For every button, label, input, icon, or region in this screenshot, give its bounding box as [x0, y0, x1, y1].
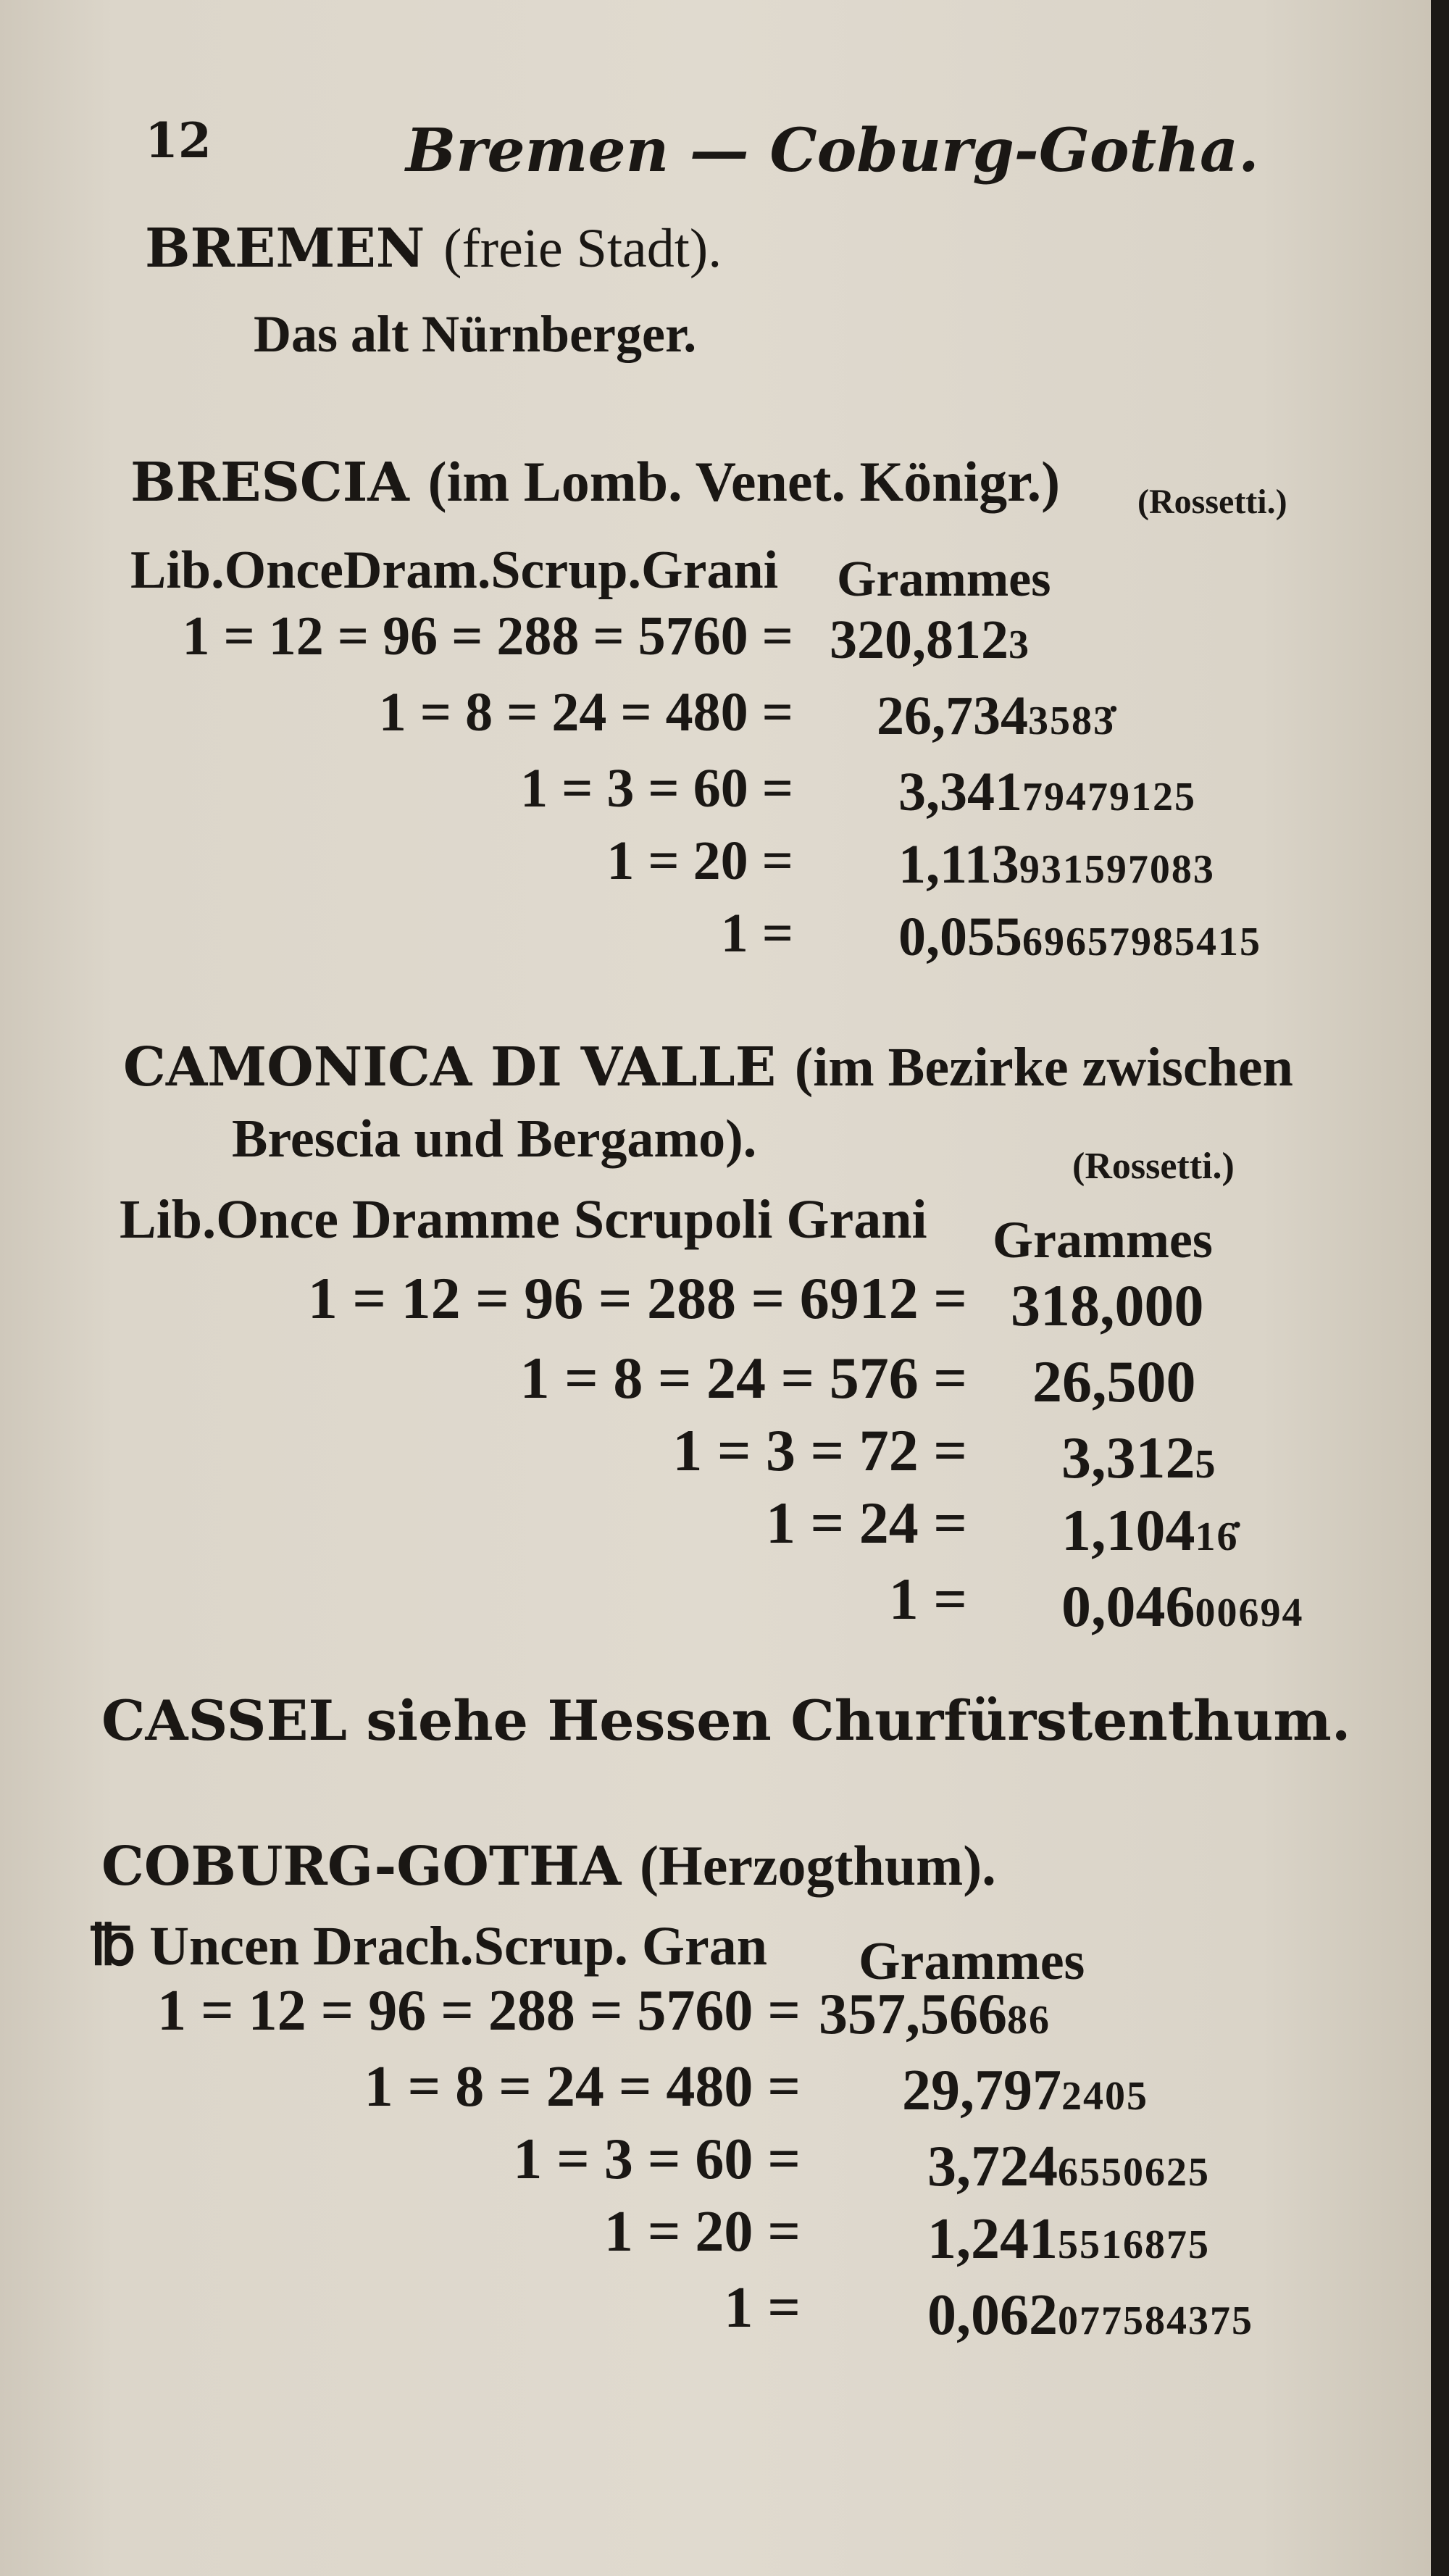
- camonica-row-2-eq: 1 = 8 = 24 = 576 =: [519, 1345, 967, 1411]
- brescia-row-5-digits: 69657985415: [1022, 920, 1261, 964]
- page-number: 12: [145, 112, 212, 169]
- camonica-row-5-digits: 00694: [1195, 1591, 1304, 1635]
- camonica-row-4-eq: 1 = 24 =: [766, 1490, 967, 1556]
- brescia-row-2-value: [877, 685, 1115, 748]
- brescia-title: [130, 449, 1060, 514]
- coburg-row-3-digits: 6550625: [1058, 2150, 1210, 2195]
- brescia-row-4-digits: 931597083: [1019, 847, 1215, 892]
- camonica-row-4-main: 1,104: [1061, 1497, 1195, 1563]
- coburg-row-2-value: [902, 2058, 1148, 2124]
- brescia-row-1-main: 320,812: [830, 609, 1009, 670]
- brescia-row-2-digits: 3583̇: [1028, 699, 1115, 743]
- coburg-row-5-eq: 1 =: [724, 2276, 801, 2340]
- camonica-row-3-main: 3,312: [1061, 1425, 1195, 1491]
- coburg-row-3-main: 3,724: [927, 2135, 1058, 2198]
- brescia-units-header: Lib.OnceDram.Scrup.Grani: [130, 541, 779, 600]
- coburg-row-1-eq: 1 = 12 = 96 = 288 = 5760 =: [157, 1979, 801, 2043]
- coburg-row-2-main: 29,797: [902, 2059, 1061, 2122]
- camonica-title-note: (im Bezirke zwischen: [794, 1037, 1293, 1098]
- bremen-title-note: (freie Stadt).: [443, 218, 722, 279]
- camonica-title-name: CAMONICA DI VALLE: [123, 1036, 777, 1099]
- coburg-title-note: (Herzogthum).: [640, 1834, 996, 1897]
- brescia-row-3-digits: 79479125: [1022, 775, 1196, 820]
- brescia-row-5-main: 0,055: [898, 906, 1022, 967]
- coburg-row-1-value: [819, 1982, 1051, 2048]
- brescia-row-5-eq: 1 =: [720, 903, 793, 964]
- coburg-row-5-value: [927, 2283, 1253, 2348]
- brescia-source: (Rossetti.): [1137, 483, 1287, 521]
- camonica-row-4-digits: 16̇: [1195, 1514, 1239, 1559]
- coburg-row-4-digits: 5516875: [1058, 2222, 1210, 2267]
- camonica-row-1-value: [1011, 1272, 1204, 1340]
- brescia-title-name: BRESCIA: [130, 451, 409, 514]
- camonica-grammes-header: Grammes: [993, 1211, 1213, 1269]
- brescia-row-3-main: 3,341: [898, 762, 1022, 822]
- brescia-row-2-main: 26,734: [877, 685, 1028, 746]
- bremen-title-name: BREMEN: [145, 217, 425, 280]
- bremen-line: Das alt Nürnberger.: [254, 305, 697, 363]
- camonica-units-header: Lib.Once Dramme Scrupoli Grani: [120, 1189, 927, 1250]
- camonica-source: (Rossetti.): [1072, 1146, 1235, 1187]
- coburg-row-2-digits: 2405: [1061, 2074, 1148, 2119]
- bremen-title: [145, 217, 722, 280]
- brescia-row-3-value: [898, 761, 1196, 824]
- camonica-row-5-eq: 1 =: [888, 1566, 967, 1632]
- coburg-row-4-eq: 1 = 20 =: [604, 2200, 801, 2264]
- camonica-row-1-eq: 1 = 12 = 96 = 288 = 6912 =: [307, 1265, 967, 1331]
- brescia-row-5-value: [898, 906, 1261, 969]
- camonica-row-3-eq: 1 = 3 = 72 =: [672, 1417, 967, 1483]
- camonica-row-5-main: 0,046: [1061, 1573, 1195, 1639]
- brescia-row-4-main: 1,113: [898, 834, 1019, 895]
- coburg-title: [101, 1833, 996, 1898]
- brescia-row-4-value: [898, 833, 1215, 896]
- coburg-row-5-digits: 077584375: [1058, 2298, 1253, 2343]
- coburg-row-4-value: [927, 2206, 1210, 2272]
- camonica-row-1-main: 318,000: [1011, 1272, 1204, 1338]
- camonica-title: [123, 1036, 1293, 1099]
- running-title: Bremen — Coburg-Gotha.: [406, 116, 1259, 186]
- coburg-row-5-main: 0,062: [927, 2283, 1058, 2347]
- page-edge-shadow: [1431, 0, 1449, 2576]
- brescia-grammes-header: Grammes: [837, 551, 1051, 607]
- coburg-row-4-main: 1,241: [927, 2207, 1058, 2271]
- camonica-row-3-value: [1061, 1424, 1217, 1492]
- camonica-row-5-value: [1061, 1572, 1304, 1641]
- camonica-row-2-main: 26,500: [1032, 1349, 1196, 1414]
- coburg-grammes-header: Grammes: [859, 1932, 1085, 1991]
- coburg-row-1-digits: 86: [1007, 1998, 1051, 2043]
- brescia-row-1-digits: 3: [1009, 622, 1030, 667]
- coburg-row-3-value: [927, 2134, 1210, 2200]
- coburg-title-name: COBURG-GOTHA: [101, 1835, 622, 1898]
- brescia-row-4-eq: 1 = 20 =: [606, 830, 793, 891]
- brescia-row-1-eq: 1 = 12 = 96 = 288 = 5760 =: [182, 606, 793, 667]
- camonica-title-line2: Brescia und Bergamo).: [232, 1109, 757, 1169]
- cassel-line: CASSEL siehe Hessen Churfürstenthum.: [101, 1688, 1351, 1753]
- coburg-row-1-main: 357,566: [819, 1983, 1007, 2046]
- brescia-title-note: (im Lomb. Venet. Königr.): [427, 450, 1061, 513]
- brescia-row-2-eq: 1 = 8 = 24 = 480 =: [378, 682, 793, 743]
- camonica-row-2-value: [1032, 1348, 1196, 1416]
- camonica-row-3-digits: 5: [1195, 1442, 1217, 1487]
- brescia-row-1-value: [830, 609, 1030, 672]
- coburg-row-2-eq: 1 = 8 = 24 = 480 =: [364, 2055, 801, 2119]
- coburg-row-3-eq: 1 = 3 = 60 =: [513, 2127, 801, 2191]
- coburg-units-header: ℔ Uncen Drach.Scrup. Gran: [91, 1916, 768, 1977]
- brescia-row-3-eq: 1 = 3 = 60 =: [520, 758, 793, 819]
- camonica-row-4-value: [1061, 1496, 1239, 1564]
